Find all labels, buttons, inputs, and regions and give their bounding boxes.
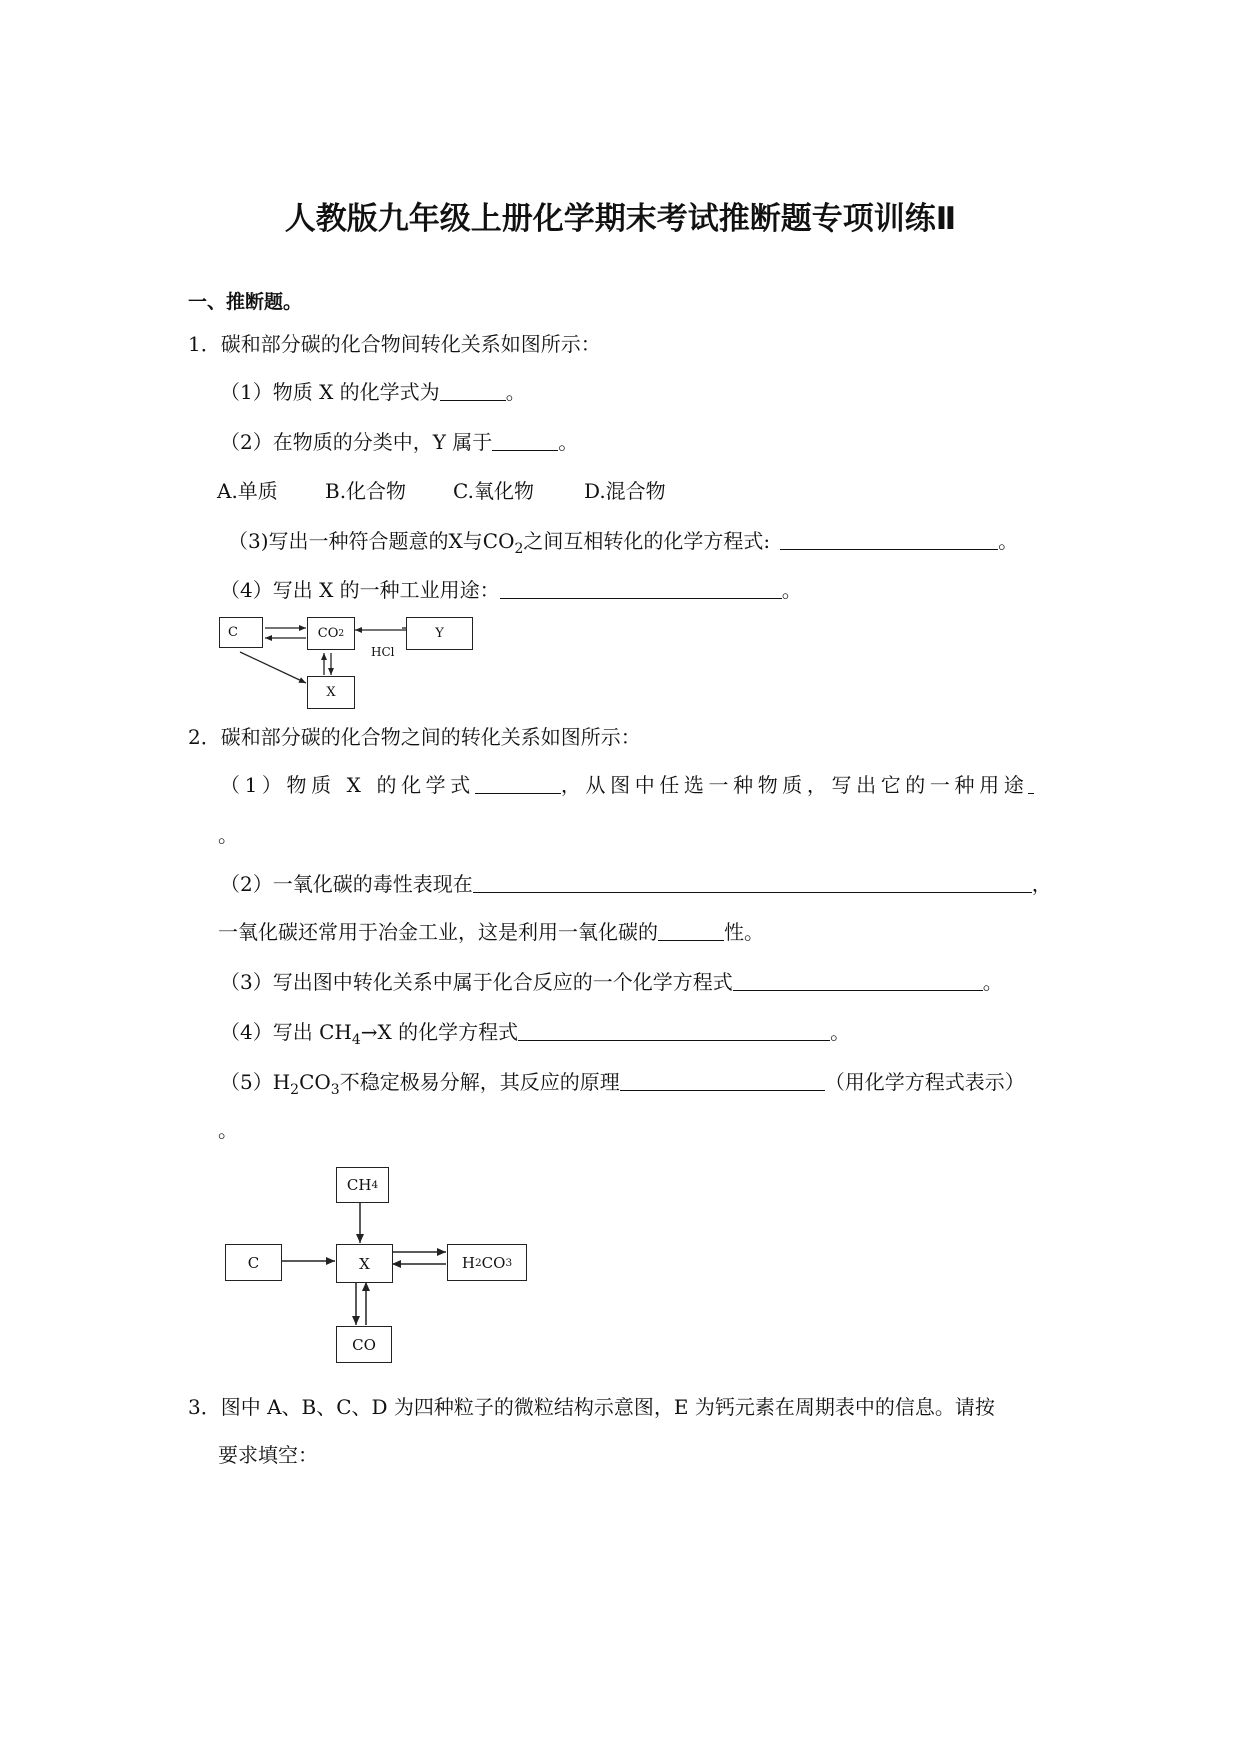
q3-line2: 要求填空：	[218, 1443, 318, 1467]
q2-node-ch4: CH 4	[336, 1167, 389, 1203]
q2-part3: （3）写出图中转化关系中属于化合反应的一个化学方程式 。	[220, 970, 1003, 994]
q1-part2: （2）在物质的分类中，Y 属于 。	[220, 430, 579, 454]
q1-option-b: B.化合物	[325, 479, 407, 503]
q2-part5-end: 。	[218, 1118, 238, 1142]
q2-part1: （1）物质 X 的化学式 ，从图中任选一种物质，写出它的一种用途	[220, 773, 1034, 797]
q1-stem: 1．碳和部分碳的化合物间转化关系如图所示：	[188, 332, 601, 356]
q2-part1-end: 。	[218, 823, 238, 847]
q2-node-x: X	[336, 1244, 393, 1283]
section-heading: 一、推断题。	[188, 291, 303, 313]
q2-node-c: C	[225, 1244, 282, 1281]
q1-node-c: C	[219, 617, 263, 648]
page-title: 人教版九年级上册化学期末考试推断题专项训练Ⅱ	[284, 201, 957, 237]
q1-part4: （4）写出 X 的一种工业用途： 。	[220, 578, 802, 602]
q1-option-d: D.混合物	[584, 479, 666, 503]
q1-part1: （1）物质 X 的化学式为 。	[220, 380, 526, 404]
q1-option-c: C.氧化物	[453, 479, 534, 503]
q2-part2-line2: 一氧化碳还常用于冶金工业，这是利用一氧化碳的 性。	[218, 920, 764, 944]
q2-node-co: CO	[336, 1326, 392, 1363]
q2-part5: $(5)H_2CO_3$不稳定极易分解，其反应的原理 （用化学方程式表示）	[220, 1070, 1025, 1098]
q2-stem: 2．碳和部分碳的化合物之间的转化关系如图所示：	[188, 725, 641, 749]
q1-node-co2: CO 2	[307, 617, 355, 650]
q2-node-h2co3: H 2 CO 3	[447, 1244, 527, 1281]
q3-line1: 3．图中 A、B、C、D 为四种粒子的微粒结构示意图，E 为钙元素在周期表中的信息。请按	[188, 1395, 995, 1419]
q1-node-y: Y	[406, 617, 473, 650]
q2-part4: （4）写出 $CH_4\to X$ 的化学方程式 。	[220, 1020, 851, 1048]
q1-part3: （3)写出一种符合题意的X与$CO_2$之间互相转化的化学方程式: 。	[228, 529, 1019, 557]
q1-label-hcl: HCl	[371, 645, 395, 659]
q1-option-a: A.单质	[217, 479, 278, 503]
q1-node-x: X	[307, 676, 355, 709]
q2-part2: （2）一氧化碳的毒性表现在 ，	[220, 872, 1052, 896]
